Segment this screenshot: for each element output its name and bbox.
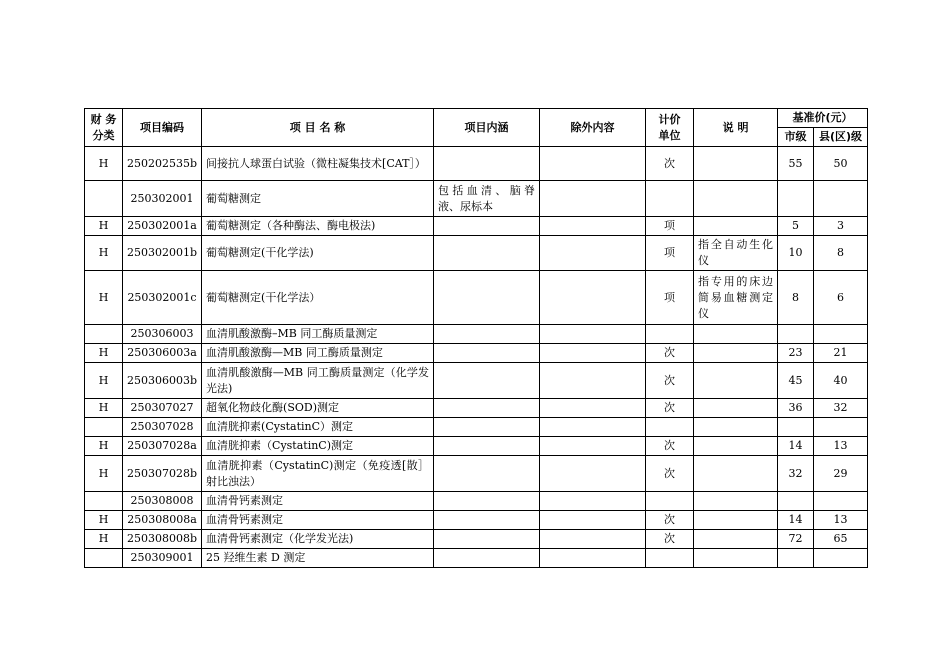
header-category: 财 务 分类 [85, 109, 123, 147]
cell-unit: 次 [646, 456, 694, 492]
cell-code: 250309001 [123, 549, 202, 568]
cell-exclusions [540, 147, 646, 181]
cell-note: 指全自动生化仪 [694, 236, 778, 271]
header-unit: 计价 单位 [646, 109, 694, 147]
cell-unit: 次 [646, 511, 694, 530]
cell-county-price [814, 549, 868, 568]
cell-unit: 次 [646, 437, 694, 456]
cell-city-price: 10 [778, 236, 814, 271]
cell-county-price: 40 [814, 363, 868, 399]
cell-exclusions [540, 418, 646, 437]
cell-code: 250302001a [123, 217, 202, 236]
cell-category [85, 325, 123, 344]
cell-code: 250308008a [123, 511, 202, 530]
cell-city-price: 55 [778, 147, 814, 181]
table-row [85, 418, 868, 437]
cell-name: 超氧化物歧化酶(SOD)测定 [202, 399, 434, 418]
cell-county-price: 65 [814, 530, 868, 549]
cell-note [694, 399, 778, 418]
header-code: 项目编码 [123, 109, 202, 147]
table-row [85, 511, 868, 530]
cell-content [434, 236, 540, 271]
cell-code: 250308008b [123, 530, 202, 549]
cell-category: H [85, 217, 123, 236]
cell-code: 250307028b [123, 456, 202, 492]
cell-category: H [85, 530, 123, 549]
cell-city-price: 36 [778, 399, 814, 418]
cell-unit: 次 [646, 530, 694, 549]
cell-name: 血清肌酸激酶–MB 同工酶质量测定 [202, 325, 434, 344]
cell-city-price: 8 [778, 271, 814, 325]
cell-unit: 次 [646, 147, 694, 181]
cell-category [85, 181, 123, 217]
cell-category: H [85, 363, 123, 399]
cell-content [434, 418, 540, 437]
cell-code: 250306003b [123, 363, 202, 399]
cell-content [434, 325, 540, 344]
cell-county-price: 6 [814, 271, 868, 325]
cell-unit [646, 492, 694, 511]
table-row [85, 549, 868, 568]
cell-exclusions [540, 271, 646, 325]
cell-exclusions [540, 344, 646, 363]
cell-name: 葡萄糖测定（各种酶法、酶电极法) [202, 217, 434, 236]
table-row [85, 399, 868, 418]
cell-unit [646, 418, 694, 437]
cell-category: H [85, 147, 123, 181]
header-exclusions: 除外内容 [540, 109, 646, 147]
cell-code: 250202535b [123, 147, 202, 181]
cell-name: 血清肌酸激酶—MB 同工酶质量测定（化学发光法) [202, 363, 434, 399]
cell-unit: 项 [646, 217, 694, 236]
cell-exclusions [540, 217, 646, 236]
cell-code: 250302001c [123, 271, 202, 325]
table-row [85, 437, 868, 456]
cell-city-price [778, 549, 814, 568]
cell-content [434, 492, 540, 511]
header-content: 项目内涵 [434, 109, 540, 147]
cell-county-price [814, 418, 868, 437]
cell-city-price [778, 181, 814, 217]
table-body [85, 147, 868, 568]
cell-county-price: 50 [814, 147, 868, 181]
cell-city-price: 5 [778, 217, 814, 236]
cell-name: 间接抗人球蛋白试验（微柱凝集技术[CAT］） [202, 147, 434, 181]
cell-note [694, 363, 778, 399]
cell-category: H [85, 456, 123, 492]
table-row [85, 147, 868, 181]
cell-category [85, 418, 123, 437]
table-row [85, 325, 868, 344]
cell-content [434, 437, 540, 456]
cell-exclusions [540, 399, 646, 418]
cell-content [434, 530, 540, 549]
cell-category: H [85, 344, 123, 363]
cell-note [694, 437, 778, 456]
cell-note [694, 147, 778, 181]
cell-name: 葡萄糖测定(干化学法） [202, 271, 434, 325]
cell-exclusions [540, 549, 646, 568]
table-row [85, 217, 868, 236]
cell-content [434, 147, 540, 181]
cell-unit: 项 [646, 271, 694, 325]
cell-exclusions [540, 511, 646, 530]
cell-content: 包括血清、脑脊液、尿标本 [434, 181, 540, 217]
cell-exclusions [540, 363, 646, 399]
cell-name: 血清胱抑素（CystatinC)测定 [202, 437, 434, 456]
cell-content [434, 271, 540, 325]
cell-city-price [778, 325, 814, 344]
cell-code: 250307027 [123, 399, 202, 418]
cell-city-price [778, 418, 814, 437]
cell-content [434, 399, 540, 418]
cell-exclusions [540, 456, 646, 492]
cell-category: H [85, 271, 123, 325]
cell-category: H [85, 511, 123, 530]
cell-note [694, 217, 778, 236]
cell-city-price: 72 [778, 530, 814, 549]
cell-name: 葡萄糖测定 [202, 181, 434, 217]
table-row [85, 236, 868, 271]
table-row [85, 344, 868, 363]
cell-name: 血清骨钙素测定 [202, 511, 434, 530]
cell-note [694, 181, 778, 217]
table-row [85, 363, 868, 399]
cell-code: 250307028 [123, 418, 202, 437]
cell-exclusions [540, 437, 646, 456]
cell-name: 葡萄糖测定(干化学法) [202, 236, 434, 271]
table-row [85, 492, 868, 511]
cell-unit: 次 [646, 363, 694, 399]
table-row [85, 456, 868, 492]
cell-county-price [814, 181, 868, 217]
cell-name: 25 羟维生素 D 测定 [202, 549, 434, 568]
cell-content [434, 344, 540, 363]
cell-exclusions [540, 181, 646, 217]
cell-category [85, 549, 123, 568]
cell-content [434, 549, 540, 568]
cell-content [434, 511, 540, 530]
cell-unit: 项 [646, 236, 694, 271]
cell-code: 250302001b [123, 236, 202, 271]
cell-county-price: 3 [814, 217, 868, 236]
cell-note [694, 492, 778, 511]
cell-unit [646, 325, 694, 344]
cell-category: H [85, 236, 123, 271]
cell-category: H [85, 437, 123, 456]
header-county: 县(区)级 [814, 128, 868, 147]
cell-name: 血清胱抑素（CystatinC)测定（免疫透[散］射比浊法） [202, 456, 434, 492]
header-name: 项 目 名 称 [202, 109, 434, 147]
cell-note: 指专用的床边简易血糖测定仪 [694, 271, 778, 325]
table-row [85, 271, 868, 325]
cell-city-price: 45 [778, 363, 814, 399]
cell-unit [646, 181, 694, 217]
cell-county-price: 21 [814, 344, 868, 363]
cell-city-price: 23 [778, 344, 814, 363]
cell-category: H [85, 399, 123, 418]
table-header [85, 109, 868, 147]
cell-city-price: 14 [778, 511, 814, 530]
fee-table [84, 108, 868, 568]
cell-code: 250307028a [123, 437, 202, 456]
cell-county-price: 29 [814, 456, 868, 492]
header-base-price: 基准价(元） [778, 109, 868, 128]
table-row [85, 530, 868, 549]
cell-content [434, 363, 540, 399]
cell-unit: 次 [646, 344, 694, 363]
cell-exclusions [540, 236, 646, 271]
cell-code: 250306003 [123, 325, 202, 344]
cell-note [694, 530, 778, 549]
cell-name: 血清肌酸激酶—MB 同工酶质量测定 [202, 344, 434, 363]
cell-city-price: 32 [778, 456, 814, 492]
cell-note [694, 511, 778, 530]
cell-county-price: 32 [814, 399, 868, 418]
cell-city-price: 14 [778, 437, 814, 456]
cell-name: 血清胱抑素(CystatinC）测定 [202, 418, 434, 437]
cell-unit [646, 549, 694, 568]
cell-note [694, 456, 778, 492]
cell-code: 250308008 [123, 492, 202, 511]
cell-county-price: 13 [814, 511, 868, 530]
header-city: 市级 [778, 128, 814, 147]
cell-name: 血清骨钙素测定 [202, 492, 434, 511]
cell-note [694, 549, 778, 568]
cell-city-price [778, 492, 814, 511]
cell-county-price: 8 [814, 236, 868, 271]
cell-exclusions [540, 530, 646, 549]
cell-name: 血清骨钙素测定（化学发光法) [202, 530, 434, 549]
cell-county-price [814, 492, 868, 511]
cell-exclusions [540, 492, 646, 511]
cell-county-price [814, 325, 868, 344]
table-row [85, 181, 868, 217]
cell-county-price: 13 [814, 437, 868, 456]
cell-note [694, 325, 778, 344]
cell-exclusions [540, 325, 646, 344]
cell-category [85, 492, 123, 511]
cell-note [694, 344, 778, 363]
cell-note [694, 418, 778, 437]
cell-content [434, 456, 540, 492]
cell-code: 250306003a [123, 344, 202, 363]
cell-content [434, 217, 540, 236]
cell-code: 250302001 [123, 181, 202, 217]
header-note: 说 明 [694, 109, 778, 147]
cell-unit: 次 [646, 399, 694, 418]
